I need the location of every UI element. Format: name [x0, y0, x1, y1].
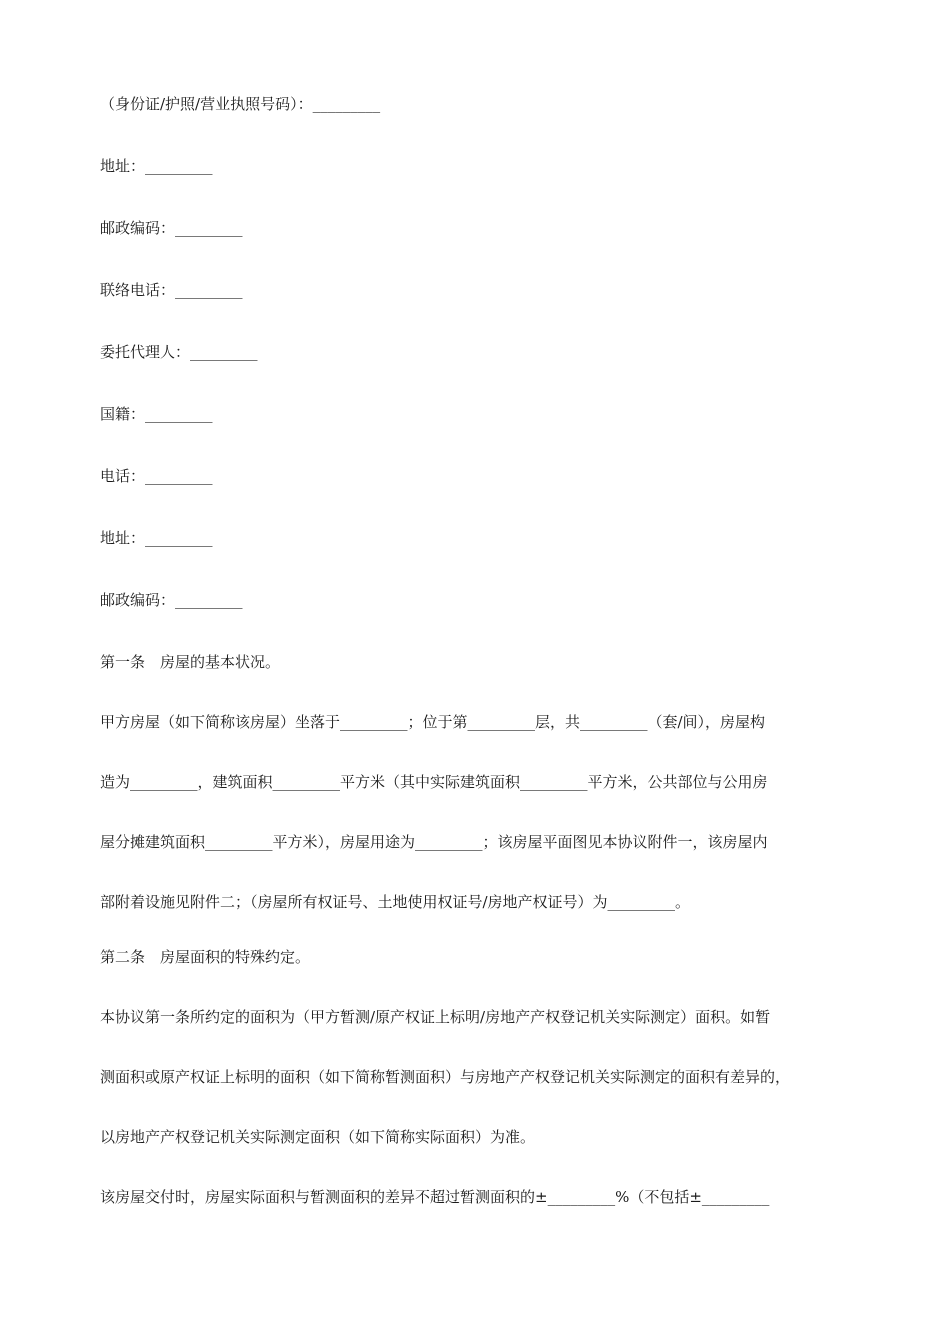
agent-postal-code-field — [100, 590, 243, 610]
field-label: 联络电话： — [100, 281, 176, 299]
article-1-heading: 第一条 房屋的基本状况。 — [100, 653, 281, 671]
nationality-field — [100, 404, 213, 424]
agent-field — [100, 342, 258, 362]
field-label: 国籍： — [100, 405, 146, 423]
postal-code-field — [100, 218, 243, 238]
article-2-line: 该房屋交付时，房屋实际面积与暂测面积的差异不超过暂测面积的±_________%（不包括±_________ — [100, 1188, 770, 1206]
agent-address-field — [100, 528, 213, 548]
article-1-line: 甲方房屋（如下简称该房屋）坐落于_________；位于第_________层，共_________（套/间），房屋构 — [100, 713, 766, 731]
field-blank: _________ — [145, 405, 213, 423]
article-2-line: 本协议第一条所约定的面积为（甲方暂测/原产权证上标明/房地产产权登记机关实际测定）面积。如暂 — [100, 1008, 771, 1026]
field-blank: _________ — [175, 281, 243, 299]
field-label: 委托代理人： — [100, 343, 191, 361]
address-field — [100, 156, 213, 176]
field-blank: _________ — [145, 157, 213, 175]
contact-phone-field — [100, 280, 243, 300]
article-1-line: 屋分摊建筑面积_________平方米），房屋用途为_________；该房屋平面图见本协议附件一，该房屋内 — [100, 833, 768, 851]
article-2-body — [100, 987, 865, 1227]
article-2-line: 测面积或原产权证上标明的面积（如下简称暂测面积）与房地产产权登记机关实际测定的面积有差异的， — [100, 1068, 791, 1086]
field-label: 邮政编码： — [100, 591, 176, 609]
field-label: （身份证/护照/营业执照号码）： — [100, 95, 313, 113]
phone-field — [100, 466, 213, 486]
field-blank: _________ — [190, 343, 258, 361]
field-blank: _________ — [175, 591, 243, 609]
field-label: 邮政编码： — [100, 219, 176, 237]
article-1-body — [100, 692, 865, 932]
field-label: 地址： — [100, 157, 146, 175]
field-blank: _________ — [145, 467, 213, 485]
article-2-line: 以房地产产权登记机关实际测定面积（如下简称实际面积）为准。 — [100, 1128, 536, 1146]
field-label: 地址： — [100, 529, 146, 547]
field-blank: _________ — [145, 529, 213, 547]
field-label: 电话： — [100, 467, 146, 485]
field-blank: _________ — [312, 95, 381, 113]
id-number-field — [100, 94, 380, 114]
article-1-line: 造为_________，建筑面积_________平方米（其中实际建筑面积_________平方米，公共部位与公用房 — [100, 773, 768, 791]
article-1-line: 部附着设施见附件二；（房屋所有权证号、土地使用权证号/房地产权证号）为_________。 — [100, 893, 691, 911]
field-blank: _________ — [175, 219, 243, 237]
article-2-heading: 第二条 房屋面积的特殊约定。 — [100, 948, 311, 966]
